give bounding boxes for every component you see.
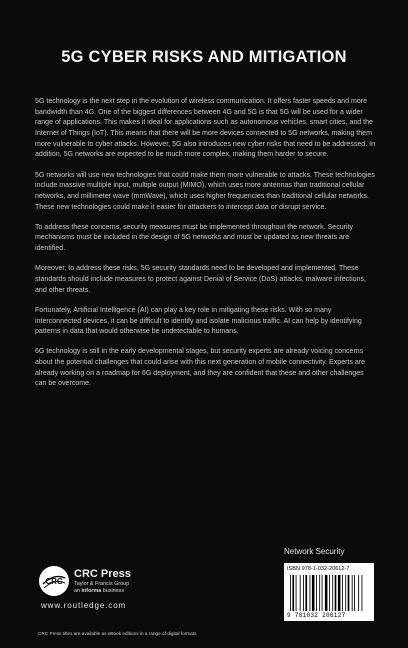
- crc-press-logo-icon: [38, 565, 70, 597]
- back-cover-blurb: [35, 97, 375, 400]
- series-label: Network Security: [284, 547, 345, 556]
- business-brand: informa: [81, 588, 102, 594]
- blurb-paragraph-4: Moreover, to address these risks, 5G security standards need to be developed and implemented. These standards should include measures to protect against Denial of Service (DoS) attacks, malware infections, and other threats.: [35, 265, 366, 294]
- blurb-paragraph-3: To address these concerns, security measures must be implemented throughout the network. Security mechanisms must be included in the design of 5G networks and must be updated as new threats are identified.: [35, 223, 354, 253]
- barcode-number: 9 781032 206127: [287, 612, 346, 619]
- ebook-footnote: CRC Press titles are available as eBook editions in a range of digital formats: [38, 631, 197, 636]
- logo-letters: CRC: [45, 577, 63, 586]
- isbn-text: ISBN 978-1-032-20612-7: [287, 566, 350, 572]
- publisher-group: Taylor & Francis Group: [74, 581, 130, 587]
- blurb-paragraph-2: 5G networks will use new technologies that could make them more vulnerable to attacks. These technologies include massive multiple input, multiple output (MIMO), which uses more antennas than traditional cellular networks, and millimeter wave (mmWave), which uses higher frequencies than traditional cellular networks. These new technologies could make it easier for attackers to intercept data or disrupt service.: [35, 171, 375, 211]
- book-title: 5G CYBER RISKS AND MITIGATION: [61, 48, 347, 66]
- barcode-panel: [284, 563, 374, 621]
- publisher-business-line: [74, 588, 124, 594]
- publisher-name: CRC Press: [74, 568, 131, 580]
- business-prefix: an: [74, 588, 82, 594]
- blurb-paragraph-1: 5G technology is the next step in the evolution of wireless communication. It offers faster speeds and more bandwidth than 4G. One of the biggest differences between 4G and 5G is that 5G will be used for a wider range of applications. This makes it ideal for applications such as autonomous vehicles, smart cities, and the Internet of Things (IoT). This means that there will be more devices connected to 5G networks, making them more vulnerable to cyber attacks. However, 5G also introduces new cyber risks that need to be addressed. In addition, 5G networks are expected to be much more complex, making them harder to secure.: [35, 98, 375, 159]
- blurb-paragraph-5: Fortunately, Artificial Intelligence (AI) can play a key role in mitigating these risks. With so many interconnected devices, it can be difficult to identify and isolate malicious traffic. AI can help by identifying patterns in data that would otherwise be undetectable to humans.: [35, 306, 362, 336]
- publisher-url: www.routledge.com: [41, 601, 127, 610]
- blurb-paragraph-6: 6G technology is still in the early developmental stages, but security experts are already voicing concerns about the potential challenges that could arise with this next generation of mobile connectivity. Experts are already working on a roadmap for 6G deployment, and they are confident that these and other challenges can be overcome.: [35, 348, 366, 388]
- business-suffix: business: [101, 588, 125, 594]
- barcode-icon: [290, 575, 368, 611]
